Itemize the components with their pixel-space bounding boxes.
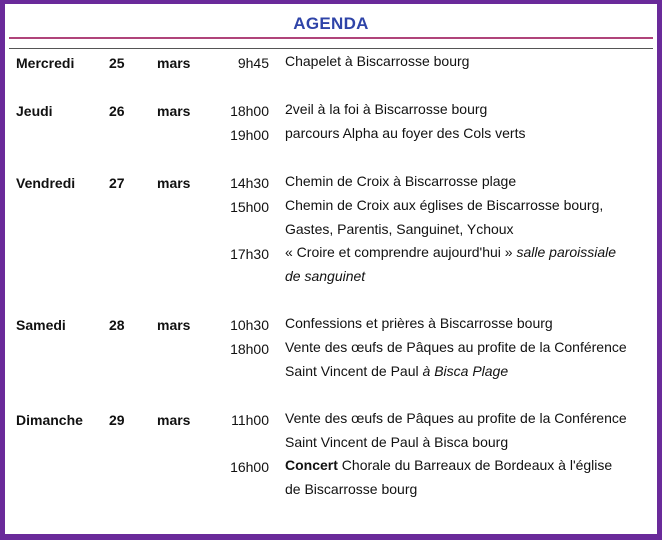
title-divider bbox=[9, 37, 653, 39]
event-description: Chapelet à Biscarrosse bourg bbox=[285, 53, 470, 69]
day-number: 29 bbox=[109, 412, 125, 428]
day-number: 26 bbox=[109, 103, 125, 119]
day-name: Vendredi bbox=[16, 175, 76, 191]
event-description: Chemin de Croix à Biscarrosse plage bbox=[285, 173, 517, 189]
day-name: Dimanche bbox=[16, 412, 83, 428]
day-name: Jeudi bbox=[16, 103, 53, 119]
event-description: Chemin de Croix aux églises de Biscarrosse bourg, Gastes, Parentis, Sanguinet, Ychoux bbox=[285, 197, 604, 237]
day-month: mars bbox=[157, 317, 191, 333]
event-time: 18h00 bbox=[230, 103, 269, 119]
event-description: Confessions et prières à Biscarrosse bourg bbox=[285, 315, 553, 331]
agenda-title: AGENDA bbox=[293, 14, 369, 33]
event-time: 11h00 bbox=[231, 412, 269, 428]
event-time: 16h00 bbox=[230, 459, 269, 475]
event-time: 17h30 bbox=[230, 246, 269, 262]
day-month: mars bbox=[157, 55, 191, 71]
event-description: 2veil à la foi à Biscarrosse bourg bbox=[285, 101, 488, 117]
event-description: parcours Alpha au foyer des Cols verts bbox=[285, 125, 526, 141]
event-description: « Croire et comprendre aujourd'hui » salle paroissiale de sanguinet bbox=[285, 244, 617, 284]
header-divider bbox=[9, 48, 653, 49]
event-description: Concert Chorale du Barreaux de Bordeaux à l'église de Biscarrosse bourg bbox=[285, 457, 613, 497]
day-month: mars bbox=[157, 412, 191, 428]
event-time: 18h00 bbox=[230, 341, 269, 357]
event-time: 10h30 bbox=[230, 317, 269, 333]
day-name: Samedi bbox=[16, 317, 66, 333]
day-number: 28 bbox=[109, 317, 125, 333]
event-time: 9h45 bbox=[237, 55, 269, 71]
day-number: 27 bbox=[109, 175, 125, 191]
day-month: mars bbox=[157, 175, 191, 191]
day-name: Mercredi bbox=[16, 55, 75, 71]
event-description: Vente des œufs de Pâques au profite de la Conférence Saint Vincent de Paul à Bisca Plage bbox=[285, 339, 627, 379]
event-description: Vente des œufs de Pâques au profite de la Conférence Saint Vincent de Paul à Bisca bourg bbox=[285, 410, 627, 450]
event-time: 14h30 bbox=[230, 175, 269, 191]
day-month: mars bbox=[157, 103, 191, 119]
event-time: 15h00 bbox=[230, 199, 269, 215]
event-time: 19h00 bbox=[230, 127, 269, 143]
day-number: 25 bbox=[109, 55, 125, 71]
